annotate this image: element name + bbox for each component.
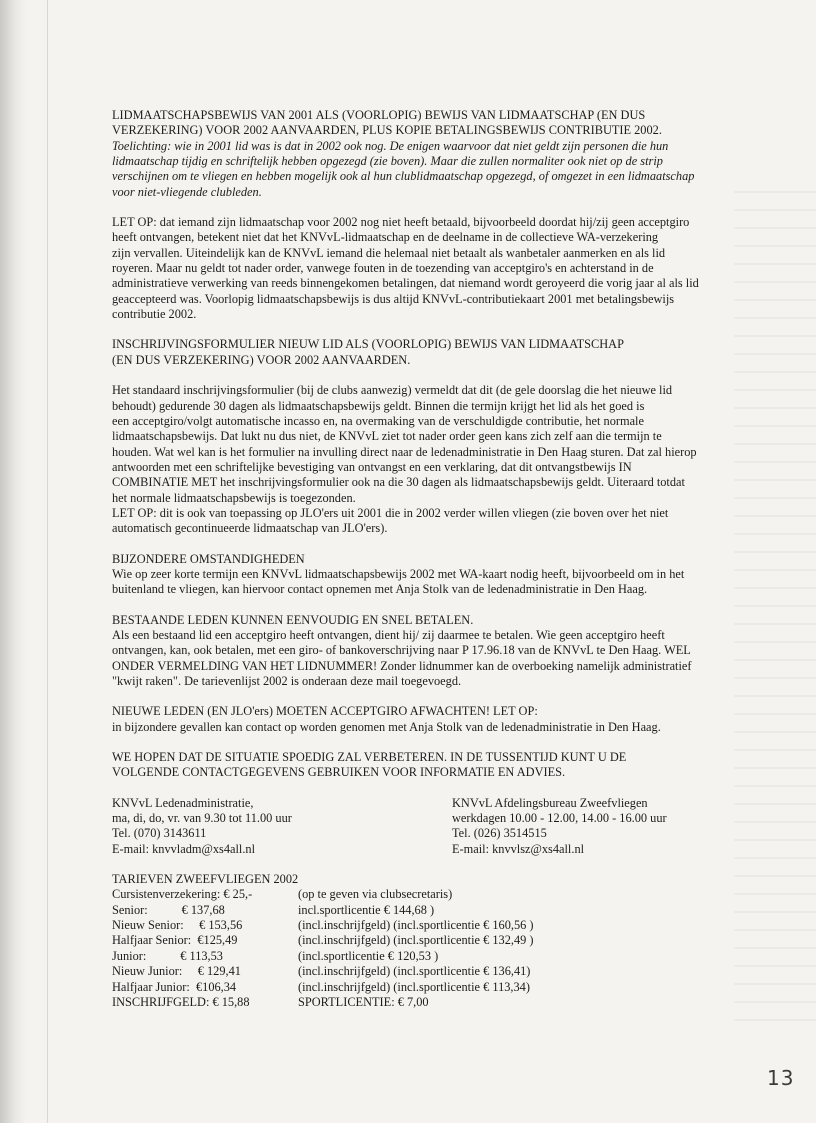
section-registration-form-heading [112,337,724,368]
tariff-detail: (incl.inschrijfgeld) (incl.sportlicentie € 160,56 ) [298,918,534,933]
tariff-label: INSCHRIJFGELD: € 15,88 [112,994,250,1009]
contact-line: ma, di, do, vr. van 9.30 tot 11.00 uur [112,811,292,826]
tariff-detail: (incl.inschrijfgeld) (incl.sportlicentie € 113,34) [298,979,530,994]
paragraph-line: LET OP: dat iemand zijn lidmaatschap voor 2002 nog niet heeft betaald, bijvoorbeeld doordat hij/zij geen acceptgiro [112,215,690,230]
contact-afdelingsbureau [452,796,724,857]
page-number: 13 [767,1066,795,1090]
paragraph-line: ontvangen, kan, ook betalen, met een giro- of bankoverschrijving naar P 17.96.18 van de KNVvL te Den Haag. WEL [112,643,691,658]
tariff-detail: (incl.inschrijfgeld) (incl.sportlicentie € 132,49 ) [298,933,534,948]
section-heading-line: BESTAANDE LEDEN KUNNEN EENVOUDIG EN SNEL BETALEN. [112,612,474,627]
paragraph-line: royeren. Maar nu geldt tot nader order, vanwege fouten in de toezending van acceptgiro's en achterstand in de [112,261,654,276]
tariff-label: Nieuw Junior: € 129,41 [112,964,241,979]
section-special-circumstances [112,552,724,598]
note-line: voor niet-vliegende clubleden. [112,184,262,199]
paragraph-line: zijn vervallen. Uiteindelijk kan de KNVvL iemand die helemaal niet betaalt als wanbetaler aanmerken en als lid [112,245,666,260]
paragraph-line: WE HOPEN DAT DE SITUATIE SPOEDIG ZAL VERBETEREN. IN DE TUSSENTIJD KUNT U DE [112,750,627,765]
scan-binding-shadow [0,0,26,1123]
paragraph-line: het normale lidmaatschapsbewijs is toegezonden. [112,490,356,505]
paragraph-line: COMBINATIE MET het inschrijvingsformulier ook na die 30 dagen als lidmaatschapsbewijs geldt. Uiteraard totdat [112,475,685,490]
section-registration-form-body [112,383,724,536]
contact-line: KNVvL Ledenadministratie, [112,795,254,810]
paragraph-line: LET OP: dit is ook van toepassing op JLO'ers uit 2001 die in 2002 verder willen vliegen (zie boven over het niet [112,505,669,520]
paragraph-line: NIEUWE LEDEN (EN JLO'ers) MOETEN ACCEPTGIRO AFWACHTEN! LET OP: [112,704,538,719]
paragraph-line: automatisch gecontinueerde lidmaatschap van JLO'ers). [112,521,388,536]
section-existing-members-payment [112,613,724,690]
tariff-detail: (incl.sportlicentie € 120,53 ) [298,948,439,963]
paragraph-line: heeft ontvangen, betekent niet dat het KNVvL-lidmaatschap en de deelname in de collectieve WA-verzekering [112,230,659,245]
document-page [112,108,724,1010]
paragraph-line: VOLGENDE CONTACTGEGEVENS GEBRUIKEN VOOR INFORMATIE EN ADVIES. [112,765,566,780]
contact-line: werkdagen 10.00 - 12.00, 14.00 - 16.00 uur [452,811,667,826]
paragraph-line: in bijzondere gevallen kan contact op worden genomen met Anja Stolk van de ledenadministratie in Den Haag. [112,719,661,734]
note-line: Toelichting: wie in 2001 lid was is dat in 2002 ook nog. De enigen waarvoor dat niet geldt zijn personen die hun [112,138,669,153]
tariffs-heading: TARIEVEN ZWEEFVLIEGEN 2002 [112,872,299,887]
tariff-label: Senior: € 137,68 [112,902,225,917]
section-heading-line: (EN DUS VERZEKERING) VOOR 2002 AANVAARDEN. [112,352,411,367]
paragraph-line: houden. Wat wel kan is het formulier na invulling direct naar de ledenadministratie in Den Haag sturen. Dat zal hierop [112,444,697,459]
paragraph-line: behoudt) gedurende 30 dagen als lidmaatschapsbewijs geldt. Binnen die termijn krijgt het lid als het goed is [112,398,645,413]
tariff-label: Nieuw Senior: € 153,56 [112,918,243,933]
paragraph-line: lidmaatschapsbewijs. Dat lukt nu dus niet, de KNVvL ziet tot nader order geen kans zich zelf aan die termijn te [112,429,662,444]
section-heading-line: BIJZONDERE OMSTANDIGHEDEN [112,551,305,566]
paragraph-line: Als een bestaand lid een acceptgiro heeft ontvangen, dient hij/ zij daarmee te betalen. Wie geen acceptgiro heeft [112,627,665,642]
paragraph-line: ONDER VERMELDING VAN HET LIDNUMMER! Zonder lidnummer kan de overboeking namelijk administratief [112,658,692,673]
paragraph-line: administratieve verwerking van reeds binnengekomen betalingen, dat niemand wordt geroyeerd die vorig jaar al als lid [112,276,699,291]
section-new-members-acceptgiro [112,704,724,735]
tariff-label: Cursistenverzekering: € 25,- [112,887,253,902]
paragraph-line: een acceptgiro/volgt automatische incasso en, na overmaking van de verschuldigde contributie, het normale [112,413,644,428]
paragraph-line: buitenland te vliegen, kan hiervoor contact opnemen met Anja Stolk van de ledenadministratie in Den Haag. [112,582,648,597]
tariff-label: Junior: € 113,53 [112,948,223,963]
tariffs-section [112,872,724,1010]
contact-phone: Tel. (026) 3514515 [452,826,547,841]
section-heading-line: LIDMAATSCHAPSBEWIJS VAN 2001 ALS (VOORLOPIG) BEWIJS VAN LIDMAATSCHAP (EN DUS [112,108,646,122]
tariff-label: Halfjaar Senior: €125,49 [112,933,238,948]
contact-details [112,796,724,857]
tariff-label: Halfjaar Junior: €106,34 [112,979,237,994]
paragraph-line: contributie 2002. [112,307,197,322]
section-contact-intro [112,750,724,781]
paragraph-line: geaccepteerd was. Voorlopig lidmaatschapsbewijs is dus altijd KNVvL-contributiekaart 2001 met betalingsbewijs [112,291,675,306]
page-edge-line [47,0,48,1123]
section-let-op-payment [112,215,724,322]
contact-email: E-mail: knvvladm@xs4all.nl [112,841,256,856]
note-line: lidmaatschap tijdig en schriftelijk hebben opgezegd (zie boven). Maar die zullen normaliter ook niet op de strip [112,154,663,169]
tariff-detail: (op te geven via clubsecretaris) [298,887,453,902]
paragraph-line: Wie op zeer korte termijn een KNVvL lidmaatschapsbewijs 2002 met WA-kaart nodig heeft, bijvoorbeeld om in het [112,566,685,581]
paragraph-line: "kwijt raken". De tarievenlijst 2002 is onderaan deze mail toegevoegd. [112,674,462,688]
section-heading-line: INSCHRIJVINGSFORMULIER NIEUW LID ALS (VOORLOPIG) BEWIJS VAN LIDMAATSCHAP [112,337,624,352]
note-line: verschijnen om te vliegen en hebben mogelijk ook al hun clublidmaatschap opgezegd, of omgezet in een lidmaatschap [112,169,695,184]
section-membership-card-2001 [112,108,724,200]
tariff-detail: incl.sportlicentie € 144,68 ) [298,902,435,917]
paragraph-line: Het standaard inschrijvingsformulier (bij de clubs aanwezig) vermeldt dat dit (de gele doorslag die het nieuwe lid [112,383,673,398]
tariffs-table [112,887,724,1010]
contact-email: E-mail: knvvlsz@xs4all.nl [452,841,585,856]
show-through-text [734,175,816,1035]
section-heading-line: VERZEKERING) VOOR 2002 AANVAARDEN, PLUS KOPIE BETALINGSBEWIJS CONTRIBUTIE 2002. [112,123,662,138]
contact-phone: Tel. (070) 3143611 [112,826,207,841]
contact-line: KNVvL Afdelingsbureau Zweefvliegen [452,795,648,810]
tariff-detail: SPORTLICENTIE: € 7,00 [298,994,429,1009]
paragraph-line: antwoorden met een schriftelijke bevestiging van ontvangst en een verklaring, dat dit ontvangstbewijs IN [112,459,632,474]
contact-ledenadministratie [112,796,452,857]
tariff-detail: (incl.inschrijfgeld) (incl.sportlicentie € 136,41) [298,964,531,979]
